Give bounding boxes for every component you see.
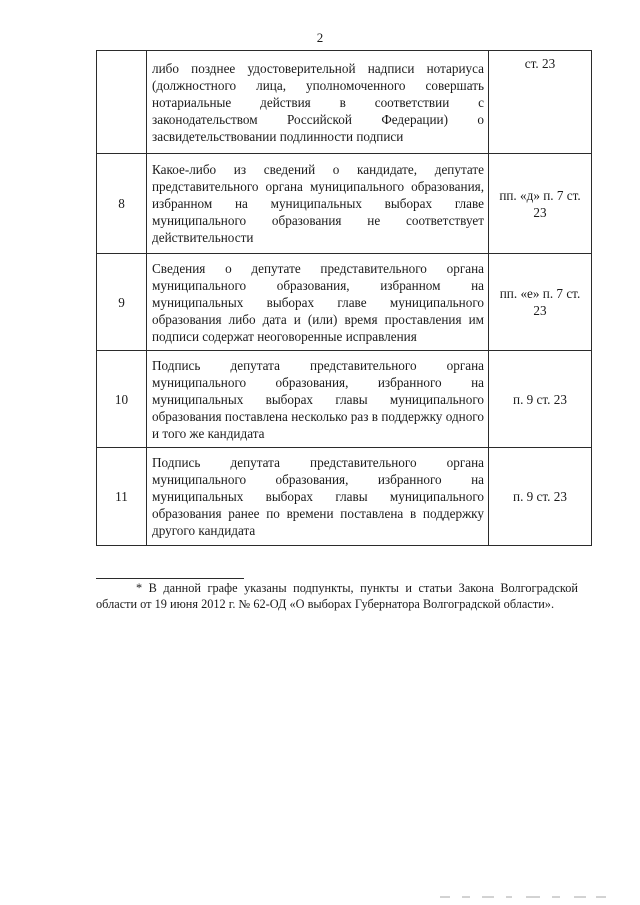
disqualification-table — [96, 50, 592, 546]
row-description: Сведения о депутате представительного органа муниципального образования, избранном на муниципальных выборах главе муниципального образования либо дата и (или) время проставления им подписи содержат неоговоренные исправления — [147, 254, 489, 351]
table-row — [97, 51, 592, 154]
row-reference: пп. «е» п. 7 ст. 23 — [489, 254, 592, 351]
row-description: Какое-либо из сведений о кандидате, депутате представительного органа муниципального образования, избранном на муниципальных выборах главе муниципального образования не соответствует действительности — [147, 154, 489, 254]
row-number — [97, 51, 147, 154]
row-description: Подпись депутата представительного органа муниципального образования, избранного на муниципальных выборах главы муниципального образования поставлена несколько раз в поддержку одного и того же кандидата — [147, 351, 489, 448]
row-description: Подпись депутата представительного органа муниципального образования, избранного на муниципальных выборах главы муниципального образования ранее по времени поставлена в поддержку другого кандидата — [147, 448, 489, 546]
footnote-divider — [96, 578, 244, 579]
row-reference: пп. «д» п. 7 ст. 23 — [489, 154, 592, 254]
table-row — [97, 351, 592, 448]
row-reference: п. 9 ст. 23 — [489, 351, 592, 448]
table-row — [97, 448, 592, 546]
row-number: 11 — [97, 448, 147, 546]
row-description: либо позднее удостоверительной надписи нотариуса (должностного лица, уполномоченного совершать нотариальные действия в соответствии с законодательством Российской Федерации) о засвидетельствовании подлинности подписи — [147, 51, 489, 154]
page-number: 2 — [316, 30, 324, 45]
scan-artifact-marks — [440, 893, 610, 899]
row-reference: п. 9 ст. 23 — [489, 448, 592, 546]
footnote: * В данной графе указаны подпункты, пункты и статьи Закона Волгоградской области от 19 июня 2012 г. № 62-ОД «О выборах Губернатора Волгоградской области». — [96, 581, 578, 611]
table-row — [97, 154, 592, 254]
table-row — [97, 254, 592, 351]
row-number: 8 — [97, 154, 147, 254]
row-reference: ст. 23 — [489, 51, 592, 154]
row-number: 10 — [97, 351, 147, 448]
row-number: 9 — [97, 254, 147, 351]
